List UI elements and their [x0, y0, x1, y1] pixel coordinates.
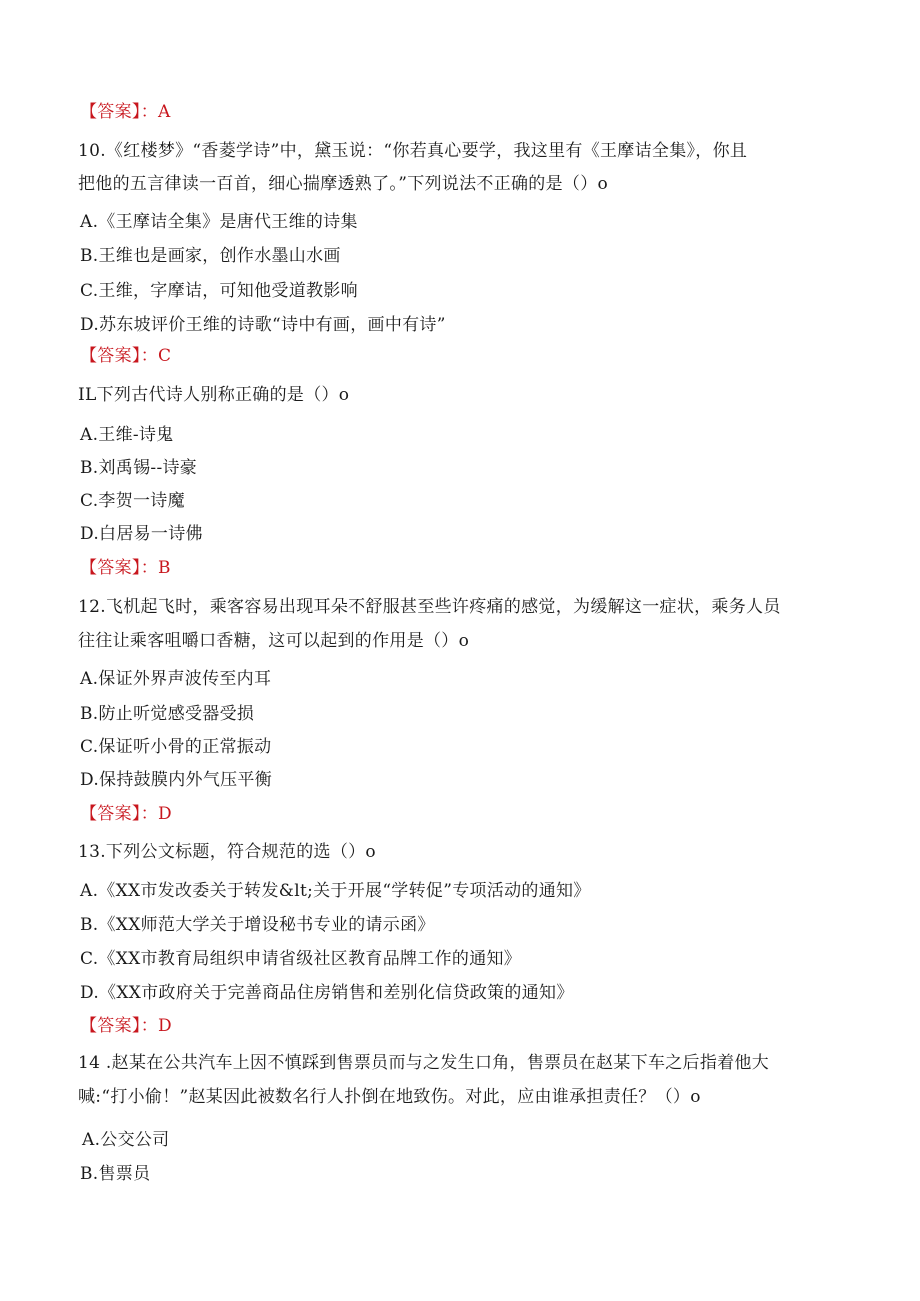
- option-11-d: D.白居易一诗佛: [80, 524, 203, 544]
- answer-q13: 【答案】：D: [80, 1016, 172, 1036]
- option-11-b: B.刘禹锡--诗豪: [80, 458, 198, 478]
- option-10-c: C.王维，字摩诘，可知他受道教影响: [80, 281, 358, 301]
- option-14-a: A.公交公司: [82, 1130, 170, 1150]
- question-14-line-1: 14 .赵某在公共汽车上因不慎踩到售票员而与之发生口角，售票员在赵某下车之后指着他大: [78, 1053, 770, 1073]
- question-12-line-1: 12.飞机起飞时，乘客容易出现耳朵不舒服甚至些许疼痛的感觉，为缓解这一症状，乘务人员: [78, 597, 781, 617]
- option-14-b: B.售票员: [80, 1164, 151, 1184]
- question-11: IL下列古代诗人别称正确的是（）o: [78, 385, 350, 405]
- question-14-line-2: 喊:“打小偷！”赵某因此被数名行人扑倒在地致伤。对此，应由谁承担责任？（）o: [78, 1087, 701, 1107]
- answer-q11: 【答案】：B: [80, 558, 171, 578]
- question-10-line-1: 10.《红楼梦》“香菱学诗”中，黛玉说：“你若真心要学，我这里有《王摩诘全集》，你且: [78, 141, 748, 161]
- answer-q12: 【答案】：D: [80, 804, 172, 824]
- option-11-a: A.王维-诗鬼: [80, 425, 174, 445]
- option-13-a: A.《XX市发改委关于转发&lt;关于开展“学转促”专项活动的通知》: [80, 881, 591, 901]
- option-10-a: A.《王摩诘全集》是唐代王维的诗集: [80, 212, 358, 232]
- option-10-b: B.王维也是画家，创作水墨山水画: [80, 246, 341, 266]
- option-11-c: C.李贺一诗魔: [80, 491, 185, 511]
- option-12-c: C.保证听小骨的正常振动: [80, 737, 272, 757]
- answer-q9: 【答案】：A: [80, 102, 171, 122]
- question-13: 13.下列公文标题，符合规范的选（）o: [78, 842, 376, 862]
- option-12-a: A.保证外界声波传至内耳: [80, 669, 272, 689]
- question-10-line-2: 把他的五言律读一百首，细心揣摩透熟了。”下列说法不正确的是（）o: [78, 174, 609, 194]
- option-12-d: D.保持鼓膜内外气压平衡: [80, 770, 273, 790]
- option-13-c: C.《XX市教育局组织申请省级社区教育品牌工作的通知》: [80, 949, 522, 969]
- option-12-b: B.防止听觉感受器受损: [80, 704, 255, 724]
- question-12-line-2: 往往让乘客咀嚼口香糖，这可以起到的作用是（）o: [78, 631, 470, 651]
- answer-q10: 【答案】：C: [80, 346, 172, 366]
- option-13-d: D.《XX市政府关于完善商品住房销售和差别化信贷政策的通知》: [80, 983, 574, 1003]
- option-13-b: B.《XX师范大学关于增设秘书专业的请示函》: [80, 915, 435, 935]
- option-10-d: D.苏东坡评价王维的诗歌“诗中有画，画中有诗”: [80, 315, 446, 335]
